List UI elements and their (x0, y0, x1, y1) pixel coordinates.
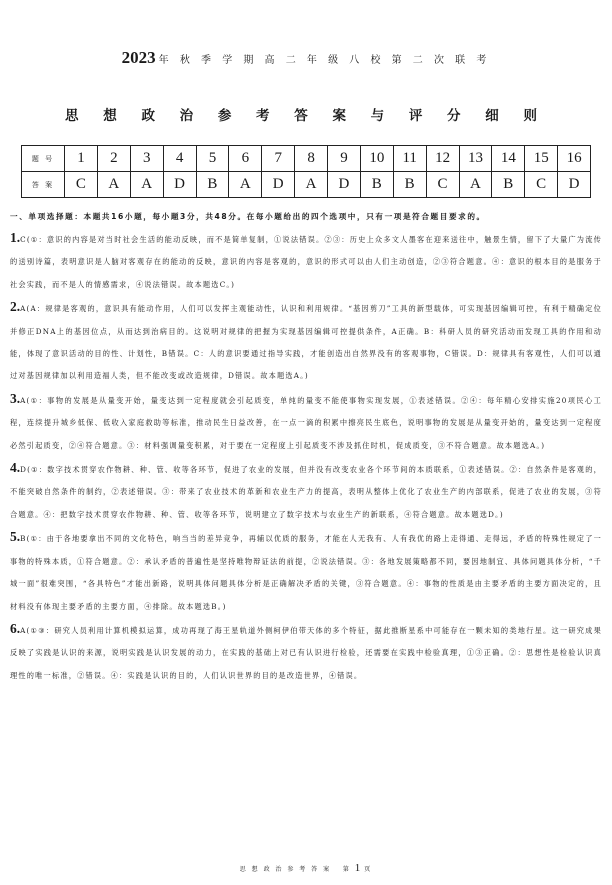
question-explanation-6 (10, 618, 602, 687)
question-explanation-5 (10, 526, 602, 618)
answer-explanations (10, 206, 602, 687)
question-number-cell: 9 (328, 146, 361, 172)
footer-page-prefix: 第 (342, 866, 351, 873)
footer-label: 思 想 政 治 参 考 答 案 (239, 866, 332, 873)
question-number-cell: 12 (426, 146, 459, 172)
answer-cell: B (393, 172, 426, 198)
answer-cell: D (262, 172, 295, 198)
answer-cell: D (328, 172, 361, 198)
question-number: 6. (10, 620, 21, 636)
question-explanation-4 (10, 457, 602, 526)
question-number-cell: 16 (558, 146, 591, 172)
answer-cell: C (65, 172, 98, 198)
question-number-cell: 14 (492, 146, 525, 172)
answer-cell: B (360, 172, 393, 198)
answer-cell: A (97, 172, 130, 198)
question-explanation-3 (10, 388, 602, 457)
question-number: 5. (10, 529, 21, 545)
question-number: 2. (10, 299, 21, 315)
footer-page-suffix: 页 (364, 866, 373, 873)
question-explanation-2 (10, 296, 602, 388)
question-body: B(①：由于各地要拿出不同的文化特色，响当当的差异竞争，再辅以优质的服务，才能在人无我有、人有我优的路上走得通、走得远，矛盾的特殊性规定了一事物的特殊本质，①符合题意。②：承认矛盾的普遍性是坚持唯物辩证法的前提，②说法错误。③：各地发展策略都不同，要因地制宜、具体问题具体分析，“千城一面”很难突围，“各具特色”才能出新路，说明具体问题具体分析是正确解决矛盾的关键，③符合题意。④：事物的性质是由主要矛盾的主要方面决定的，且材料没有体现主要矛盾的主要方面，④排除。故本题选B。) (10, 534, 603, 611)
question-number-cell: 10 (360, 146, 393, 172)
question-number: 4. (10, 460, 21, 476)
exam-year: 2023 (121, 48, 156, 67)
question-number-cell: 4 (163, 146, 196, 172)
question-number-cell: 8 (295, 146, 328, 172)
question-body: A(①：事物的发展是从量变开始，量变达到一定程度就会引起质变，单纯的量变不能使事物实现发展，①表述错误。②④：每年精心安排实施20项民心工程，连续提升城乡低保、低收入家庭救助等标准，推动民生日益改善，在一点一滴的积累中擦亮民生底色，说明事物的发展是从量变开始的，量变达到一定程度必然引起质变，②④符合题意。③：材料强调量变积累，对于要在一定程度上引起质变不涉及抓住时机，促成质变，③不符合题意。故本题选A。) (10, 395, 602, 450)
question-number-cell: 11 (393, 146, 426, 172)
question-body: C(①：意识的内容是对当时社会生活的能动反映，而不是简单复制，①说法错误。②③：历史上众多文人墨客在迎来送往中，触景生情，留下了大量广为流传的送别诗篇，表明意识是人脑对客观存在的能动的反映，意识的内容是客观的，意识的形式可以由人们主动创造，②③符合题意。④：意识的根本目的是服务于社会实践，而不是人的情感需求，④说法错误。故本题选C。) (10, 235, 602, 289)
question-number-cell: 2 (97, 146, 130, 172)
exam-header-text: 年 秋 季 学 期 高 二 年 级 八 校 第 二 次 联 考 (158, 55, 491, 66)
answer-table-number-row (22, 146, 591, 172)
answer-cell: C (426, 172, 459, 198)
question-explanation-1 (10, 227, 602, 296)
row-label-number: 题 号 (22, 146, 65, 172)
answer-cell: D (558, 172, 591, 198)
page-title: 思 想 政 治 参 考 答 案 与 评 分 细 则 (65, 108, 547, 124)
section-heading: 一、单项选择题：本题共16小题，每小题3分，共48分。在每小题给出的四个选项中，只有一项是符合题目要求的。 (10, 212, 486, 221)
question-body: D(①：数字技术贯穿农作物耕、种、管、收等各环节，促进了农业的发展，但并没有改变农业各个环节间的本质联系，①表述错误。②：自然条件是客观的，不能突破自然条件的制约，②表述错误。③：带来了农业技术的革新和农业生产力的提高，表明从整体上优化了农业生产的内部联系，促进了农业的发展，③符合题意。④：把数字技术贯穿农作物耕、种、管、收等各环节，说明建立了数字技术与农业生产的新联系，④符合题意。故本题选D。) (10, 465, 602, 519)
answer-cell: A (229, 172, 262, 198)
answer-cell: D (163, 172, 196, 198)
answer-cell: A (295, 172, 328, 198)
page-number: 1 (354, 862, 361, 874)
answer-cell: B (492, 172, 525, 198)
answer-cell: C (525, 172, 558, 198)
question-number: 1. (10, 230, 21, 245)
answer-cell: A (130, 172, 163, 198)
question-number-cell: 15 (525, 146, 558, 172)
question-number: 3. (10, 390, 21, 406)
question-body: A(A：规律是客观的，意识具有能动作用，人们可以发挥主观能动性，认识和利用规律。“基因剪刀”工具的新型载体，可实现基因编辑可控，有利于精确定位并修正DNA上的基因位点，从而达到治病目的。这说明对规律的把握为实现基因编辑可控提供条件，A正确。B：科研人员的研究活动而发现工具的作用和动能，体现了意识活动的目的性、计划性，B错误。C：人的意识要通过指导实践，才能创造出自然界没有的客观事物，C错误。D：规律具有客观性，人们可以通过对基因规律加以利用造福人类，但不能改变或改造规律，D错误。故本题选A。) (10, 304, 602, 381)
question-number-cell: 13 (459, 146, 492, 172)
question-number-cell: 5 (196, 146, 229, 172)
question-number-cell: 3 (130, 146, 163, 172)
answer-cell: A (459, 172, 492, 198)
answer-cell: B (196, 172, 229, 198)
exam-header (0, 48, 612, 68)
answer-table-answer-row (22, 172, 591, 198)
page-footer (0, 862, 612, 874)
question-number-cell: 7 (262, 146, 295, 172)
question-body: A(①③：研究人员利用计算机模拟运算，成功再现了海王星轨道外侧柯伊伯带天体的多个特征，据此推断星系中可能存在一颗未知的类地行星。这一研究成果反映了实践是认识的来源，说明实践是认识发展的动力，在实践的基础上对已有认识进行检验，还需要在实践中检验真理，①③正确。②：思想性是检验认识真理性的唯一标准，②错误。④：实践是认识的目的，人们认识世界的目的是改造世界，④错误。 (10, 625, 602, 680)
question-number-cell: 1 (65, 146, 98, 172)
answer-table (21, 145, 591, 198)
row-label-answer: 答 案 (22, 172, 65, 198)
question-number-cell: 6 (229, 146, 262, 172)
